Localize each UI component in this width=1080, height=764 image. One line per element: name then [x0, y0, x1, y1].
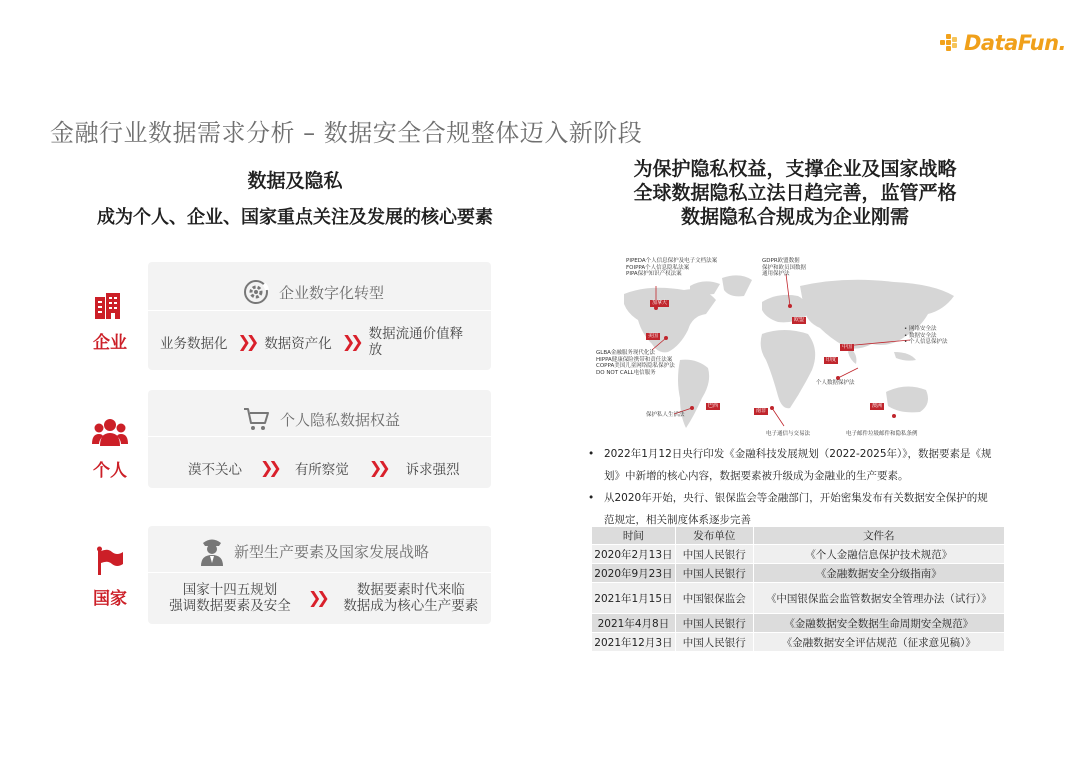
map-label: PIPEDA个人信息保护及电子文档法案 FOIPPA个人信息隐私法案 PIPA保护知识产权法案 — [626, 258, 718, 277]
building-icon — [92, 291, 128, 321]
table-cell: 2021年1月15日 — [592, 583, 676, 614]
step-text: 国家十四五规划 强调数据要素及安全 — [169, 582, 291, 614]
policy-bullets — [588, 443, 998, 531]
step-text: 漠不关心 — [188, 462, 242, 478]
table-cell: 中国人民银行 — [675, 614, 753, 633]
left-heading-1: 数据及隐私 — [247, 170, 343, 192]
table-cell: 中国人民银行 — [675, 633, 753, 652]
category-enterprise: 企业 — [93, 333, 127, 353]
right-heading — [590, 157, 1000, 229]
card-steps-country — [148, 582, 491, 614]
map-label: 个人数据保护法 — [816, 380, 855, 386]
map-label: 电子邮件垃圾邮件和隐私条例 — [846, 431, 918, 437]
logo-dots-icon — [940, 32, 962, 54]
left-heading-2: 成为个人、企业、国家重点关注及发展的核心要素 — [97, 207, 493, 228]
bullet-item: • 从2020年开始，央行、银保监会等金融部门，开始密集发布有关数据安全保护的规范规定，相关制度体系逐步完善 — [588, 487, 998, 531]
datafun-logo — [940, 28, 1070, 58]
double-chevron-icon: ❯❯ — [237, 332, 255, 351]
step-text: 诉求强烈 — [405, 462, 460, 478]
card-steps-enterprise — [148, 326, 491, 358]
table-cell: 2021年4月8日 — [592, 614, 676, 633]
card-individual — [148, 390, 491, 488]
step-text: 数据资产化 — [264, 336, 332, 352]
map-tag-usa: 美国 — [648, 333, 659, 339]
double-chevron-icon: ❯❯ — [341, 332, 359, 351]
table-cell: 中国人民银行 — [675, 564, 753, 583]
bullet-item: • 2022年1月12日央行印发《金融科技发展规划（2022-2025年）》，数据要素是《规划》中新增的核心内容，数据要素被升级成为金融业的生产要素。 — [588, 443, 998, 487]
map-label: GDPR欧盟数据 保护和欧员国数据 通用保护法 — [762, 258, 807, 277]
table-cell: 2020年9月23日 — [592, 564, 676, 583]
officer-icon — [200, 536, 224, 566]
card-country — [148, 526, 491, 624]
regulation-table — [591, 526, 1005, 652]
card-title-text: 个人隐私数据权益 — [280, 410, 401, 429]
map-tag-china: 中国 — [842, 344, 853, 350]
table-cell: 《金融数据安全评估规范（征求意见稿）》 — [753, 633, 1004, 652]
table-cell: 《个人金融信息保护技术规范》 — [753, 545, 1004, 564]
card-title-enterprise — [243, 279, 384, 305]
map-label: GLBA金融服务现代化法 HIPPA健康保险携带和责任法案 COPPA美国儿童网络隐私保护法 DO NOT CALL电信服务 — [596, 350, 675, 376]
table-header: 时间 — [592, 527, 676, 545]
right-heading-line: 为保护隐私权益，支撑企业及国家战略 — [633, 158, 957, 180]
card-title-individual — [242, 406, 400, 432]
card-enterprise — [148, 262, 491, 370]
card-steps-individual — [148, 458, 491, 478]
right-heading-line: 数据隐私合规成为企业刚需 — [680, 206, 909, 228]
flag-icon — [92, 546, 128, 576]
people-icon — [92, 418, 128, 448]
map-tag-india: 印度 — [826, 357, 837, 363]
gear-icon — [243, 279, 269, 305]
category-country: 国家 — [93, 589, 127, 609]
world-privacy-law-map — [594, 256, 989, 442]
table-cell: 中国人民银行 — [675, 545, 753, 564]
map-tag-brazil: 巴西 — [708, 403, 719, 409]
table-row — [592, 545, 1005, 564]
table-row — [592, 633, 1005, 652]
table-header-row — [592, 527, 1005, 545]
table-cell: 2020年2月13日 — [592, 545, 676, 564]
step-text: 数据流通价值释放 — [368, 326, 464, 358]
table-cell: 2021年12月3日 — [592, 633, 676, 652]
cart-icon — [242, 406, 270, 432]
table-row — [592, 564, 1005, 583]
map-tag-eu: 欧盟 — [794, 317, 805, 323]
map-tag-australia: 澳洲 — [872, 403, 883, 409]
table-header: 发布单位 — [675, 527, 753, 545]
table-header: 文件名 — [753, 527, 1004, 545]
step-text: 有所察觉 — [294, 462, 349, 478]
table-row — [592, 583, 1005, 614]
card-title-country — [200, 536, 429, 566]
card-title-text: 企业数字化转型 — [279, 283, 385, 302]
table-cell: 《金融数据安全数据生命周期安全规范》 — [753, 614, 1004, 633]
table-cell: 中国银保监会 — [675, 583, 753, 614]
page-title: 金融行业数据需求分析 – 数据安全合规整体迈入新阶段 — [50, 119, 643, 147]
step-text: 数据要素时代来临 数据成为核心生产要素 — [343, 582, 479, 614]
double-chevron-icon: ❯❯ — [260, 458, 277, 477]
category-individual: 个人 — [93, 461, 127, 481]
logo-text: DataFun. — [964, 31, 1067, 55]
map-label: • 网络安全法 • 数据安全法 • 个人信息保护法 — [904, 326, 948, 345]
step-text: 业务数据化 — [160, 336, 228, 352]
double-chevron-icon: ❯❯ — [368, 458, 386, 477]
map-label: 电子通信与交易法 — [766, 431, 811, 437]
card-title-text: 新型生产要素及国家发展战略 — [234, 542, 430, 561]
table-row — [592, 614, 1005, 633]
right-heading-line: 全球数据隐私立法日趋完善，监管严格 — [633, 182, 957, 204]
map-tag-south-africa: 南非 — [756, 408, 767, 414]
table-cell: 《中国银保监会监管数据安全管理办法（试行）》 — [753, 583, 1004, 614]
map-label: 保护私人生活法 — [646, 412, 685, 418]
map-tag-canada: 加拿大 — [652, 300, 668, 306]
table-cell: 《金融数据安全分级指南》 — [753, 564, 1004, 583]
double-chevron-icon: ❯❯ — [308, 588, 325, 607]
